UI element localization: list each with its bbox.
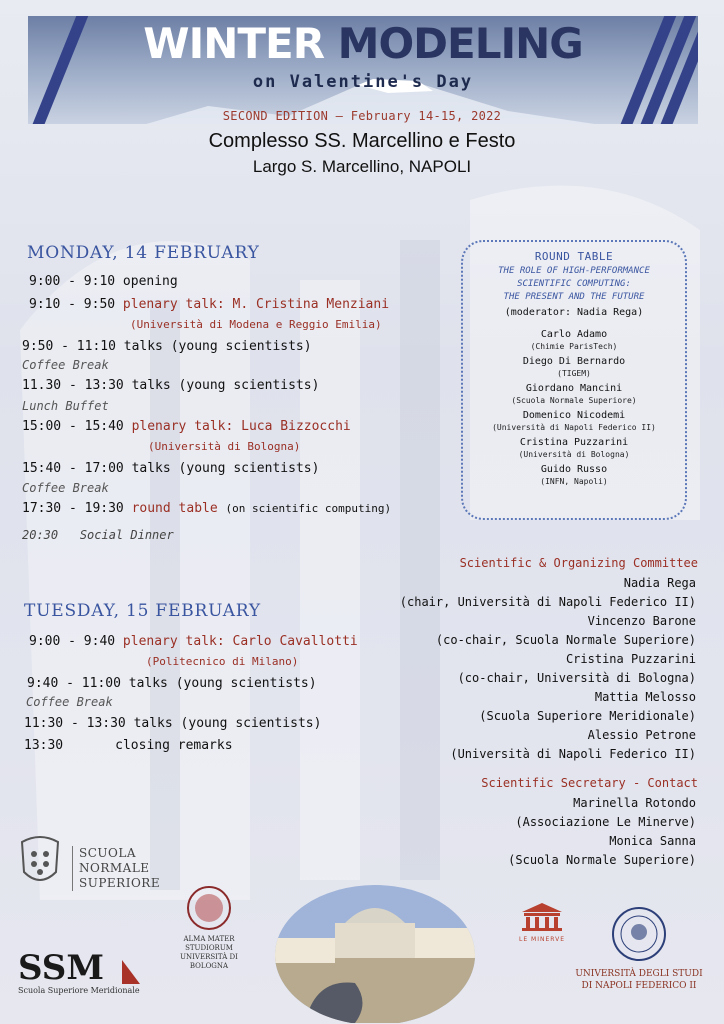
- round-table-box: [461, 240, 687, 520]
- title-word-2: MODELING: [337, 19, 583, 68]
- panelist: Diego Di Bernardo (TIGEM): [522, 356, 626, 378]
- schedule-item: 15:00 - 15:40 plenary talk: Luca Bizzocchi: [22, 419, 351, 434]
- schedule-item: 20:30 Social Dinner: [22, 528, 174, 542]
- committee-member-aff: (chair, Università di Napoli Federico II): [399, 595, 696, 609]
- speaker-affiliation: (Università di Bologna): [148, 440, 301, 453]
- schedule-item: 9:10 - 9:50 plenary talk: M. Cristina Menziani: [29, 297, 390, 312]
- unina-seal-icon: [611, 906, 667, 962]
- committee-member-name: Mattia Melosso: [594, 690, 696, 704]
- title-word-1: WINTER: [143, 19, 325, 68]
- round-table-moderator: (moderator: Nadia Rega): [504, 307, 644, 318]
- tuesday-heading: TUESDAY, 15 FEBRUARY: [24, 601, 261, 621]
- break-item: Lunch Buffet: [22, 399, 109, 413]
- venue-address: Largo S. Marcellino, NAPOLI: [252, 157, 472, 176]
- panelist: Giordano Mancini (Scuola Normale Superiore): [511, 383, 637, 405]
- schedule-item: 13:30 closing remarks: [24, 738, 233, 753]
- monday-heading: MONDAY, 14 FEBRUARY: [27, 243, 260, 263]
- schedule-item: 9:00 - 9:10 opening: [29, 274, 178, 289]
- piazza-plebiscito-photo: [275, 883, 475, 1023]
- panelist: Carlo Adamo (Chimie ParisTech): [530, 329, 618, 351]
- header-banner: [28, 16, 698, 124]
- round-table-heading: ROUND TABLE: [534, 250, 614, 263]
- schedule-item: 9:00 - 9:40 plenary talk: Carlo Cavallotti: [29, 634, 358, 649]
- unina-logo: UNIVERSITÀ DEGLI STUDI DI NAPOLI FEDERICO II: [574, 906, 704, 1006]
- schedule-item: 15:40 - 17:00 talks (young scientists): [22, 461, 320, 476]
- schedule-item: 9:50 - 11:10 talks (young scientists): [22, 339, 312, 354]
- venue-name: Complesso SS. Marcellino e Festo: [208, 130, 516, 152]
- secretary-aff: (Associazione Le Minerve): [515, 815, 696, 829]
- committee-member-aff: (Scuola Superiore Meridionale): [479, 709, 696, 723]
- secretary-heading: Scientific Secretary - Contact: [481, 776, 698, 790]
- break-item: Coffee Break: [26, 695, 113, 709]
- schedule-item: 17:30 - 19:30 round table (on scientific computing): [22, 501, 392, 516]
- break-item: Coffee Break: [22, 481, 109, 495]
- event-title: [28, 20, 698, 68]
- secretary-aff: (Scuola Normale Superiore): [508, 853, 696, 867]
- schedule-item: 11.30 - 13:30 talks (young scientists): [22, 378, 320, 393]
- edition-line: SECOND EDITION – February 14-15, 2022: [222, 109, 502, 123]
- schedule-item: 11:30 - 13:30 talks (young scientists): [24, 716, 322, 731]
- le-minerve-logo: LE MINERVE: [512, 902, 572, 952]
- secretary-name: Monica Sanna: [609, 834, 696, 848]
- committee-member-aff: (co-chair, Scuola Normale Superiore): [435, 633, 696, 647]
- committee-heading: Scientific & Organizing Committee: [459, 556, 698, 570]
- ssm-triangle-icon: [122, 960, 140, 984]
- schedule-item: 9:40 - 11:00 talks (young scientists): [27, 676, 317, 691]
- break-item: Coffee Break: [22, 358, 109, 372]
- committee-member-name: Nadia Rega: [623, 576, 696, 590]
- committee-member-aff: (co-chair, Università di Bologna): [457, 671, 696, 685]
- committee-member-name: Vincenzo Barone: [587, 614, 696, 628]
- committee-member-name: Alessio Petrone: [587, 728, 696, 742]
- panelist: Guido Russo (INFN, Napoli): [540, 464, 608, 486]
- unibo-logo: ALMA MATER STUDIORUM UNIVERSITÀ DI BOLOGNA: [160, 885, 258, 955]
- ssm-logo: SSM Scuola Superiore Meridionale: [18, 948, 140, 995]
- committee-member-aff: (Università di Napoli Federico II): [450, 747, 696, 761]
- panelist: Domenico Nicodemi (Università di Napoli Federico II): [492, 410, 656, 432]
- speaker-affiliation: (Politecnico di Milano): [146, 655, 299, 668]
- speaker-affiliation: (Università di Modena e Reggio Emilia): [130, 318, 382, 331]
- sns-crest-icon: [16, 832, 64, 888]
- event-subtitle: on Valentine's Day: [252, 72, 474, 92]
- sns-logo: SCUOLA NORMALE SUPERIORE: [16, 832, 156, 892]
- round-table-topic: THE ROLE OF HIGH-PERFORMANCE SCIENTIFIC COMPUTING: THE PRESENT AND THE FUTURE: [498, 266, 650, 302]
- temple-icon: [518, 902, 566, 932]
- committee-member-name: Cristina Puzzarini: [565, 652, 696, 666]
- secretary-name: Marinella Rotondo: [573, 796, 696, 810]
- panelist: Cristina Puzzarini (Università di Bologna): [518, 437, 630, 459]
- unibo-seal-icon: [186, 885, 232, 931]
